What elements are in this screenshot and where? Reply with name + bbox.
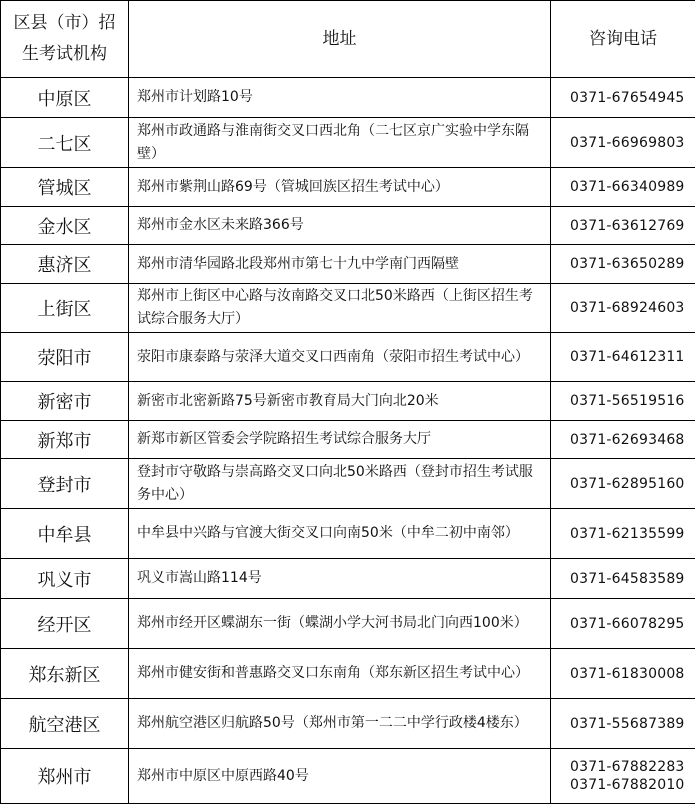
district-cell: 荥阳市 — [1, 333, 129, 382]
table-row — [1, 459, 695, 509]
address-cell: 巩义市嵩山路114号 — [129, 559, 551, 599]
phone-cell — [551, 333, 695, 382]
address-cell: 郑州市紫荆山路69号（管城回族区招生考试中心） — [129, 168, 551, 207]
phone-number: 0371-63612769 — [570, 217, 695, 235]
address-cell: 郑州市清华园路北段郑州市第七十九中学南门西隔壁 — [129, 245, 551, 284]
table-row — [1, 78, 695, 118]
district-cell: 上街区 — [1, 284, 129, 333]
phone-cell — [551, 78, 695, 118]
table-row — [1, 421, 695, 459]
phone-number: 0371-67882010 — [570, 776, 695, 794]
phone-number: 0371-64583589 — [570, 570, 695, 588]
header-row — [1, 1, 695, 78]
district-cell: 郑东新区 — [1, 649, 129, 699]
header-district-line1: 区县（市）招 — [1, 8, 128, 39]
address-cell: 郑州市健安街和普惠路交叉口东南角（郑东新区招生考试中心） — [129, 649, 551, 699]
district-cell: 二七区 — [1, 118, 129, 168]
phone-number: 0371-56519516 — [570, 392, 695, 410]
phone-number: 0371-68924603 — [570, 299, 695, 317]
address-cell: 郑州市政通路与淮南街交叉口西北角（二七区京广实验中学东隔壁） — [129, 118, 551, 168]
address-cell: 郑州市中原区中原西路40号 — [129, 749, 551, 804]
district-cell: 经开区 — [1, 599, 129, 649]
phone-number: 0371-63650289 — [570, 255, 695, 273]
phone-cell — [551, 421, 695, 459]
phone-number: 0371-61830008 — [570, 665, 695, 683]
address-cell: 荥阳市康泰路与荥泽大道交叉口西南角（荥阳市招生考试中心） — [129, 333, 551, 382]
phone-number: 0371-62895160 — [570, 475, 695, 493]
phone-number: 0371-67882283 — [570, 758, 695, 776]
district-cell: 航空港区 — [1, 699, 129, 749]
header-phone: 咨询电话 — [551, 1, 695, 78]
district-cell: 郑州市 — [1, 749, 129, 804]
table-row — [1, 649, 695, 699]
header-district-line2: 生考试机构 — [1, 39, 128, 70]
table-row — [1, 333, 695, 382]
table-row — [1, 699, 695, 749]
phone-number: 0371-66340989 — [570, 178, 695, 196]
phone-cell — [551, 168, 695, 207]
phone-cell — [551, 559, 695, 599]
district-cell: 金水区 — [1, 207, 129, 245]
phone-cell — [551, 599, 695, 649]
phone-cell — [551, 245, 695, 284]
table-row — [1, 118, 695, 168]
phone-number: 0371-55687389 — [570, 715, 695, 733]
phone-number: 0371-64612311 — [570, 348, 695, 366]
table-row — [1, 509, 695, 559]
address-cell: 郑州市经开区蝶湖东一街（蝶湖小学大河书局北门向西100米） — [129, 599, 551, 649]
district-cell: 新密市 — [1, 382, 129, 421]
phone-cell — [551, 699, 695, 749]
address-cell: 郑州市上街区中心路与汝南路交叉口北50米路西（上街区招生考试综合服务大厅） — [129, 284, 551, 333]
phone-cell — [551, 382, 695, 421]
district-cell: 管城区 — [1, 168, 129, 207]
table-row — [1, 207, 695, 245]
phone-cell — [551, 118, 695, 168]
table-row — [1, 599, 695, 649]
table-row — [1, 245, 695, 284]
phone-cell — [551, 459, 695, 509]
phone-cell — [551, 207, 695, 245]
phone-cell — [551, 749, 695, 804]
table-row — [1, 749, 695, 804]
table-row — [1, 559, 695, 599]
phone-number: 0371-62135599 — [570, 525, 695, 543]
district-cell: 巩义市 — [1, 559, 129, 599]
phone-number: 0371-66969803 — [570, 134, 695, 152]
district-cell: 惠济区 — [1, 245, 129, 284]
district-cell: 登封市 — [1, 459, 129, 509]
phone-cell — [551, 509, 695, 559]
phone-number: 0371-67654945 — [570, 89, 695, 107]
address-cell: 郑州航空港区归航路50号（郑州市第一二二中学行政楼4楼东） — [129, 699, 551, 749]
address-cell: 中牟县中兴路与官渡大街交叉口向南50米（中牟二初中南邻） — [129, 509, 551, 559]
table-row — [1, 168, 695, 207]
district-cell: 中牟县 — [1, 509, 129, 559]
address-cell: 郑州市金水区未来路366号 — [129, 207, 551, 245]
table-row — [1, 284, 695, 333]
address-cell: 郑州市计划路10号 — [129, 78, 551, 118]
phone-number: 0371-62693468 — [570, 431, 695, 449]
header-district — [1, 1, 129, 78]
header-address: 地址 — [129, 1, 551, 78]
address-cell: 登封市守敬路与崇高路交叉口向北50米路西（登封市招生考试服务中心） — [129, 459, 551, 509]
phone-cell — [551, 649, 695, 699]
table-row — [1, 382, 695, 421]
district-cell: 中原区 — [1, 78, 129, 118]
phone-cell — [551, 284, 695, 333]
address-cell: 新郑市新区管委会学院路招生考试综合服务大厅 — [129, 421, 551, 459]
phone-number: 0371-66078295 — [570, 615, 695, 633]
district-cell: 新郑市 — [1, 421, 129, 459]
address-cell: 新密市北密新路75号新密市教育局大门向北20米 — [129, 382, 551, 421]
